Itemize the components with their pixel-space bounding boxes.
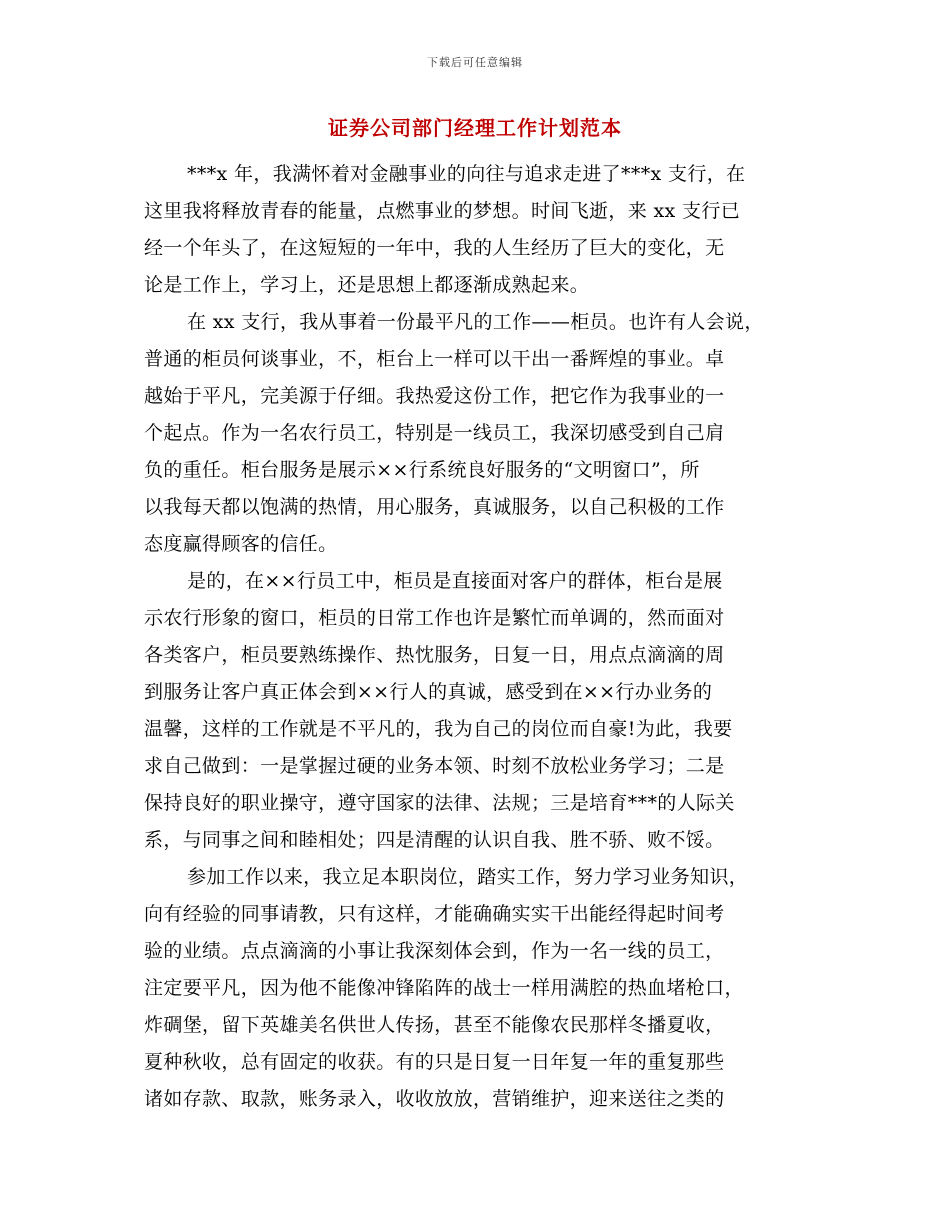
paragraph-line: 求自己做到：一是掌握过硬的业务本领、时刻不放松业务学习；二是: [144, 755, 725, 777]
paragraph-line: 验的业绩。点点滴滴的小事让我深刻体会到，作为一名一线的员工，: [144, 940, 725, 962]
paragraph-line: 态度赢得顾客的信任。: [144, 533, 338, 555]
paragraph-line: 炸碉堡，留下英雄美名供世人传扬，甚至不能像农民那样冬播夏收，: [144, 1014, 725, 1036]
paragraph-line: 这里我将释放青春的能量，点燃事业的梦想。时间飞逝，来 xx 支行已: [144, 200, 741, 222]
paragraph-line: 越始于平凡，完美源于仔细。我热爱这份工作，把它作为我事业的一: [144, 385, 725, 407]
document-body: [144, 156, 812, 1118]
paragraph-3: [144, 563, 812, 859]
paragraph-line: 参加工作以来，我立足本职岗位，踏实工作，努力学习业务知识，: [187, 866, 749, 888]
paragraph-line: 以我每天都以饱满的热情，用心服务，真诚服务，以自己积极的工作: [144, 496, 725, 518]
paragraph-line: 负的重任。柜台服务是展示××行系统良好服务的“文明窗口”，所: [144, 459, 700, 481]
paragraph-line: 在 xx 支行，我从事着一份最平凡的工作——柜员。也许有人会说，: [187, 311, 764, 333]
paragraph-line: 示农行形象的窗口，柜员的日常工作也许是繁忙而单调的，然而面对: [144, 607, 725, 629]
paragraph-line: 是的，在××行员工中，柜员是直接面对客户的群体，柜台是展: [187, 570, 723, 592]
document-title: 证券公司部门经理工作计划范本: [328, 116, 622, 140]
paragraph-line: 夏种秋收，总有固定的收获。有的只是日复一日年复一年的重复那些: [144, 1051, 725, 1073]
header-note: 下载后可任意编辑: [427, 56, 523, 69]
paragraph-line: 向有经验的同事请教，只有这样，才能确确实实干出能经得起时间考: [144, 903, 725, 925]
paragraph-line: ***x 年，我满怀着对金融事业的向往与追求走进了***x 支行，在: [187, 163, 746, 185]
paragraph-line: 经一个年头了，在这短短的一年中，我的人生经历了巨大的变化，无: [144, 237, 725, 259]
paragraph-line: 各类客户，柜员要熟练操作、热忱服务，日复一日，用点点滴滴的周: [144, 644, 725, 666]
paragraph-line: 诸如存款、取款，账务录入，收收放放，营销维护，迎来送往之类的: [144, 1088, 725, 1110]
paragraph-line: 系，与同事之间和睦相处；四是清醒的认识自我、胜不骄、败不馁。: [144, 829, 725, 851]
paragraph-line: 温馨，这样的工作就是不平凡的，我为自己的岗位而自豪!为此，我要: [144, 718, 733, 740]
paragraph-1: [144, 156, 812, 304]
paragraph-line: 普通的柜员何谈事业，不，柜台上一样可以干出一番辉煌的事业。卓: [144, 348, 725, 370]
paragraph-2: [144, 304, 812, 563]
paragraph-4: [144, 859, 812, 1118]
paragraph-line: 论是工作上，学习上，还是思想上都逐渐成熟起来。: [144, 274, 590, 296]
paragraph-line: 保持良好的职业操守，遵守国家的法律、法规；三是培育***的人际关: [144, 792, 735, 814]
paragraph-line: 个起点。作为一名农行员工，特别是一线员工，我深切感受到自己肩: [144, 422, 725, 444]
paragraph-line: 注定要平凡，因为他不能像冲锋陷阵的战士一样用满腔的热血堵枪口，: [144, 977, 744, 999]
paragraph-line: 到服务让客户真正体会到××行人的真诚，感受到在××行办业务的: [144, 681, 713, 703]
